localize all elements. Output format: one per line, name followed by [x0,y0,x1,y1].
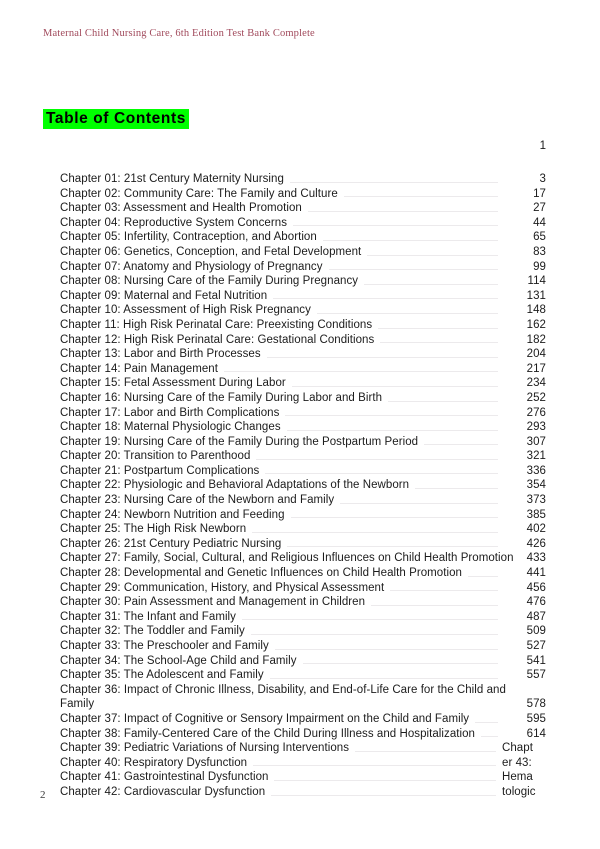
toc-entry-label: Chapter 15: Fetal Assessment During Labor [60,377,286,390]
toc-leader-line [291,517,498,518]
toc-entry[interactable] [60,435,546,450]
toc-leader-line [390,590,498,591]
toc-entry[interactable] [60,610,546,625]
toc-entry-overflow-text: Hema [502,771,533,784]
toc-entry[interactable] [60,756,546,771]
toc-entry[interactable] [60,712,546,727]
toc-leader-line [287,546,498,547]
toc-entry-label: Chapter 34: The School-Age Child and Family [60,654,297,667]
toc-entry-page-number: 527 [526,640,546,652]
toc-entry-label: Chapter 31: The Infant and Family [60,610,236,623]
toc-entry-overflow-text: tologic [502,785,536,798]
toc-entry[interactable] [60,172,546,187]
toc-entry-page-number: 99 [533,260,546,273]
toc-entry[interactable] [60,333,546,348]
toc-entry[interactable] [60,406,546,421]
toc-entry-label: Chapter 39: Pediatric Variations of Nursing Interventions [60,742,350,755]
toc-leader-line [287,430,498,431]
toc-entry-page-number: 217 [526,362,546,375]
toc-leader-line [323,240,498,241]
toc-entry[interactable] [60,537,546,552]
toc-entry[interactable] [60,420,546,435]
toc-entry[interactable] [60,201,546,216]
toc-entry-label: Chapter 32: The Toddler and Family [60,625,245,638]
toc-entry[interactable] [60,449,546,464]
toc-leader-line [290,182,498,183]
toc-entry-label: Chapter 25: The High Risk Newborn [60,523,247,536]
toc-leader-line [292,386,498,387]
toc-entry[interactable] [60,187,546,202]
toc-entry[interactable] [60,274,546,289]
toc-entry-label: Chapter 16: Nursing Care of the Family During Labor and Birth [60,391,383,404]
toc-entry-page-number: 541 [526,654,546,667]
toc-entry-page-number: 578 [526,698,546,711]
toc-entry-page-number: 595 [526,712,546,725]
toc-entry-page-number: 509 [526,625,546,638]
toc-entry[interactable] [60,391,546,406]
toc-leader-line [253,765,496,766]
toc-entry-page-number: 476 [526,596,546,609]
toc-entry-label: Chapter 04: Reproductive System Concerns [60,216,287,229]
toc-entry[interactable] [60,581,546,596]
toc-entry-page-number: 17 [533,187,546,200]
toc-entry-label: Chapter 10: Assessment of High Risk Pregnancy [60,304,311,317]
toc-entry-page-number: 354 [526,479,546,492]
toc-leader-line [274,780,496,781]
toc-entry-page-number: 182 [526,333,546,346]
toc-entry[interactable] [60,245,546,260]
toc-entry-label: Chapter 05: Infertility, Contraception, and Abortion [60,231,317,244]
toc-entry[interactable] [60,464,546,479]
toc-entry[interactable] [60,566,546,581]
toc-leader-line [378,328,498,329]
toc-leader-line [481,736,498,737]
toc-leader-line [415,488,498,489]
footer-page-number: 2 [40,789,46,801]
toc-entry-label: Chapter 13: Labor and Birth Processes [60,348,261,361]
toc-entry-label: Chapter 36: Impact of Chronic Illness, Disability, and End-of-Life Care for the Child and Family [60,683,506,711]
table-of-contents-heading: Table of Contents [43,109,189,129]
toc-entry-overflow-text: er 43: [502,756,532,769]
toc-leader-line [380,342,498,343]
running-header: Maternal Child Nursing Care, 6th Edition Test Bank Complete [43,28,315,39]
toc-entry-page-number: 162 [526,318,546,331]
toc-entry-page-number: 83 [533,245,546,258]
toc-entry-label: Chapter 24: Newborn Nutrition and Feeding [60,508,285,521]
toc-entry-label: Chapter 26: 21st Century Pediatric Nursing [60,537,282,550]
toc-entry-page-number: 307 [526,435,546,448]
toc-entry-page-number: 234 [526,377,546,390]
toc-entry[interactable] [60,683,546,712]
toc-entry-page-number: 293 [526,421,546,434]
toc-entry-label: Chapter 01: 21st Century Maternity Nursing [60,173,284,185]
toc-entry[interactable] [60,727,546,742]
toc-leader-line [308,211,498,212]
toc-entry-page-number: 402 [526,523,546,536]
toc-leader-line [273,298,498,299]
toc-entry-label: Chapter 02: Community Care: The Family and Culture [60,187,338,200]
toc-leader-line [371,605,498,606]
toc-leader-line [224,371,498,372]
toc-entry-label: Chapter 12: High Risk Perinatal Care: Gestational Conditions [60,333,375,346]
toc-entry-page-number: 487 [526,610,546,623]
toc-entry[interactable] [60,230,546,245]
toc-leader-line [265,473,498,474]
toc-entry-page-number: 456 [526,581,546,594]
toc-entry-label: Chapter 40: Respiratory Dysfunction [60,756,248,769]
toc-leader-line [251,634,498,635]
toc-leader-line [475,722,498,723]
toc-entry-page-number: 373 [526,494,546,507]
toc-entry-label: Chapter 07: Anatomy and Physiology of Pregnancy [60,260,323,273]
toc-entry-label: Chapter 09: Maternal and Fetal Nutrition [60,289,268,302]
toc-entry-label: Chapter 08: Nursing Care of the Family During Pregnancy [60,275,359,288]
toc-entry-label: Chapter 20: Transition to Parenthood [60,450,251,463]
lead-page-number: 1 [539,140,546,152]
toc-leader-line [303,663,498,664]
toc-entry-overflow-text: Chapt [502,742,533,755]
toc-entry-page-number: 336 [526,464,546,477]
toc-entry-label: Chapter 19: Nursing Care of the Family During the Postpartum Period [60,435,419,448]
toc-entry[interactable] [60,508,546,523]
toc-entry-label: Chapter 29: Communication, History, and Physical Assessment [60,581,385,594]
toc-entry-label: Chapter 28: Developmental and Genetic Influences on Child Health Promotion [60,567,462,580]
toc-leader-line [275,649,498,650]
toc-entry[interactable] [60,493,546,508]
toc-entry-label: Chapter 14: Pain Management [60,362,218,375]
toc-leader-line [252,532,498,533]
toc-leader-line [271,795,496,796]
toc-entry[interactable] [60,362,546,377]
toc-entry-label: Chapter 18: Maternal Physiologic Changes [60,421,281,434]
toc-entry[interactable] [60,478,546,493]
toc-entry-page-number: 148 [526,304,546,317]
toc-entry[interactable] [60,741,546,756]
toc-entry[interactable] [60,668,546,683]
table-of-contents-list [60,172,546,800]
toc-leader-line [256,459,498,460]
toc-leader-line [344,196,498,197]
toc-entry-page-number: 252 [526,391,546,404]
toc-entry-label: Chapter 17: Labor and Birth Complications [60,406,280,419]
toc-entry[interactable] [60,639,546,654]
toc-entry-label: Chapter 41: Gastrointestinal Dysfunction [60,771,269,784]
toc-entry-page-number: 614 [526,727,546,740]
toc-leader-line [285,415,498,416]
toc-entry[interactable] [60,770,546,785]
toc-entry-page-number: 27 [533,202,546,215]
toc-leader-line [388,401,498,402]
toc-entry-page-number: 441 [526,567,546,580]
toc-entry[interactable] [60,654,546,669]
toc-entry-page-number: 44 [533,216,546,229]
toc-entry[interactable] [60,260,546,275]
toc-entry-page-number: 276 [526,406,546,419]
toc-entry[interactable] [60,376,546,391]
toc-entry-label: Chapter 22: Physiologic and Behavioral Adaptations of the Newborn [60,479,410,492]
toc-leader-line [329,269,498,270]
toc-leader-line [364,284,498,285]
toc-entry-page-number: 426 [526,537,546,550]
toc-entry-label: Chapter 30: Pain Assessment and Management in Children [60,596,366,609]
toc-leader-line [293,225,498,226]
toc-leader-line [317,313,498,314]
toc-entry-label: Chapter 21: Postpartum Complications [60,464,260,477]
toc-entry[interactable] [60,216,546,231]
toc-entry[interactable] [60,551,546,566]
toc-leader-line [355,751,496,752]
toc-entry-page-number: 557 [526,669,546,682]
toc-entry-page-number: 204 [526,348,546,361]
toc-leader-line [367,255,498,256]
toc-leader-line [340,503,498,504]
toc-entry-page-number: 3 [539,173,546,185]
toc-entry[interactable] [60,595,546,610]
toc-entry[interactable] [60,347,546,362]
toc-leader-line [267,357,498,358]
toc-entry-label: Chapter 06: Genetics, Conception, and Fetal Development [60,245,362,258]
toc-entry-label: Chapter 35: The Adolescent and Family [60,669,264,682]
toc-entry-label: Chapter 03: Assessment and Health Promotion [60,202,302,215]
toc-entry[interactable] [60,289,546,304]
toc-leader-line [242,619,498,620]
toc-entry-page-number: 321 [526,450,546,463]
toc-entry-label: Chapter 42: Cardiovascular Dysfunction [60,785,266,798]
toc-entry[interactable] [60,318,546,333]
toc-entry-page-number: 114 [527,275,546,288]
toc-entry[interactable] [60,785,546,800]
toc-leader-line [424,444,498,445]
toc-entry-page-number: 65 [533,231,546,244]
toc-entry-label: Chapter 37: Impact of Cognitive or Sensory Impairment on the Child and Family [60,712,470,725]
table-of-contents-heading-wrap [43,109,189,129]
toc-entry[interactable] [60,624,546,639]
toc-entry-label: Chapter 11: High Risk Perinatal Care: Preexisting Conditions [60,318,373,331]
toc-entry-label: Chapter 23: Nursing Care of the Newborn and Family [60,494,335,507]
toc-entry-page-number: 385 [526,508,546,521]
toc-entry-label: Chapter 33: The Preschooler and Family [60,640,269,652]
toc-leader-line [468,576,498,577]
toc-entry-page-number: 433 [526,552,546,565]
toc-entry[interactable] [60,522,546,537]
toc-entry[interactable] [60,303,546,318]
toc-entry-page-number: 131 [526,289,546,302]
toc-entry-label: Chapter 38: Family-Centered Care of the Child During Illness and Hospitalization [60,727,476,740]
toc-entry-label: Chapter 27: Family, Social, Cultural, and Religious Influences on Child Health Promotion [60,552,514,565]
toc-leader-line [270,678,498,679]
